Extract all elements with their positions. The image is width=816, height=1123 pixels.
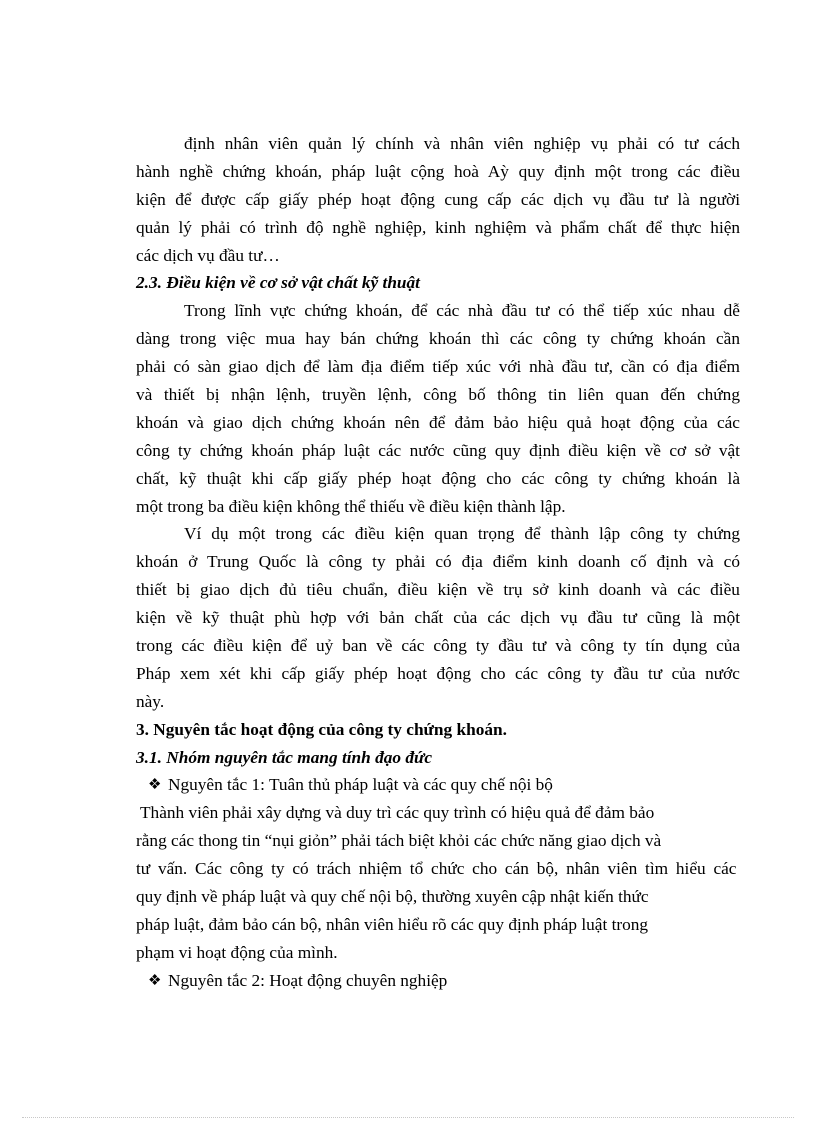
paragraph-line [136,520,740,548]
paragraph-line [136,799,740,827]
paragraph-line [136,325,740,353]
line-text: Thành viên phải xây dựng và duy trì các quy trình có hiệu quả để đảm bảo [140,803,655,823]
line-text: khoán và giao dịch chứng khoán nên để đảm bảo hiệu quả hoạt động của các [136,412,740,432]
line-text: tư vấn. Các công ty có trách nhiệm tổ chức cho cán bộ, nhân viên tìm hiểu các [136,859,737,879]
line-text: pháp luật, đảm bảo cán bộ, nhân viên hiểu rõ các quy định pháp luật trong [136,914,649,934]
paragraph-line [136,297,740,325]
diamond-bullet-icon: ❖ [148,972,162,989]
line-text: này. [136,691,165,711]
line-text: kiện về kỹ thuật phù hợp với bản chất của các dịch vụ đầu tư cũng là một [136,608,741,628]
line-text: công ty chứng khoán pháp luật các nước cũng quy định điều kiện về cơ sở vật [136,440,740,460]
document-page [136,130,740,995]
paragraph-line [136,242,740,270]
line-text: khoán ở Trung Quốc là công ty phải có địa điểm kinh doanh cố định và có [136,552,740,572]
paragraph-line [136,688,740,716]
line-text: phải có sàn giao dịch để làm địa điểm tiếp xúc với nhà đầu tư, cần có địa điểm [136,357,740,377]
bullet-item [136,967,740,995]
line-text: dàng trong việc mua hay bán chứng khoán thì các công ty chứng khoán cần [136,329,740,349]
paragraph-line [136,548,740,576]
paragraph-line [136,576,740,604]
line-text: phạm vi hoạt động của mình. [136,942,338,962]
paragraph-line [136,855,740,883]
bullet-text: Nguyên tắc 2: Hoạt động chuyên nghiệp [168,970,448,990]
line-text: thiết bị giao dịch đủ tiêu chuẩn, điều kiện về trụ sở kinh doanh và các điều [136,580,740,600]
page-footer-rule [22,1117,794,1118]
line-text: định nhân viên quản lý chính và nhân viên nghiệp vụ phải có tư cách [184,134,741,153]
paragraph-line [136,493,740,521]
line-text: quản lý phải có trình độ nghề nghiệp, kinh nghiệm và phẩm chất để thực hiện [136,217,741,237]
paragraph-line [136,911,740,939]
paragraph-line [136,465,740,493]
paragraph-line [136,130,740,158]
section-heading: 3. Nguyên tắc hoạt động của công ty chứng khoán. [136,719,507,739]
line-text: Pháp xem xét khi cấp giấy phép hoạt động cho các công ty đầu tư của nước [136,663,740,683]
line-text: Trong lĩnh vực chứng khoán, để các nhà đầu tư có thể tiếp xúc nhau dễ [184,301,740,321]
line-text: quy định về pháp luật và quy chế nội bộ, thường xuyên cập nhật kiến thức [136,887,649,907]
paragraph-line [136,827,740,855]
line-text: chất, kỹ thuật khi cấp giấy phép hoạt động cho các công ty chứng khoán là [136,468,741,488]
paragraph-line [136,437,740,465]
paragraph-line [136,604,740,632]
paragraph-line [136,186,740,214]
line-text: trong các điều kiện để uỷ ban về các công ty đầu tư và công ty tín dụng của [136,636,741,656]
section-heading: 3.1. Nhóm nguyên tắc mang tính đạo đức [136,747,433,767]
line-text: Ví dụ một trong các điều kiện quan trọng để thành lập công ty chứng [184,524,741,544]
line-text: các dịch vụ đầu tư… [136,245,280,265]
paragraph-line [136,158,740,186]
paragraph-line [136,353,740,381]
paragraph-line [136,632,740,660]
line-text: và thiết bị nhận lệnh, truyền lệnh, công bố thông tin liên quan đến chứng [136,385,740,405]
line-text: một trong ba điều kiện không thể thiếu về điều kiện thành lập. [136,496,566,516]
paragraph-line [136,381,740,409]
paragraph-line [136,883,740,911]
section-heading: 2.3. Điều kiện về cơ sở vật chất kỹ thuật [136,273,420,293]
line-text: rằng các thong tin “nụi giỏn” phải tách biệt khỏi các chức năng giao dịch và [136,831,662,851]
paragraph-line [136,409,740,437]
paragraph-line [136,939,740,967]
paragraph-line [136,660,740,688]
paragraph-line [136,214,740,242]
line-text: kiện để được cấp giấy phép hoạt động cung cấp các dịch vụ đầu tư là người [136,189,741,209]
bullet-item [136,771,740,799]
bullet-text: Nguyên tắc 1: Tuân thủ pháp luật và các quy chế nội bộ [168,775,553,795]
diamond-bullet-icon: ❖ [148,777,162,794]
line-text: hành nghề chứng khoán, pháp luật cộng hoà Aỳ quy định một trong các điều [136,161,741,181]
